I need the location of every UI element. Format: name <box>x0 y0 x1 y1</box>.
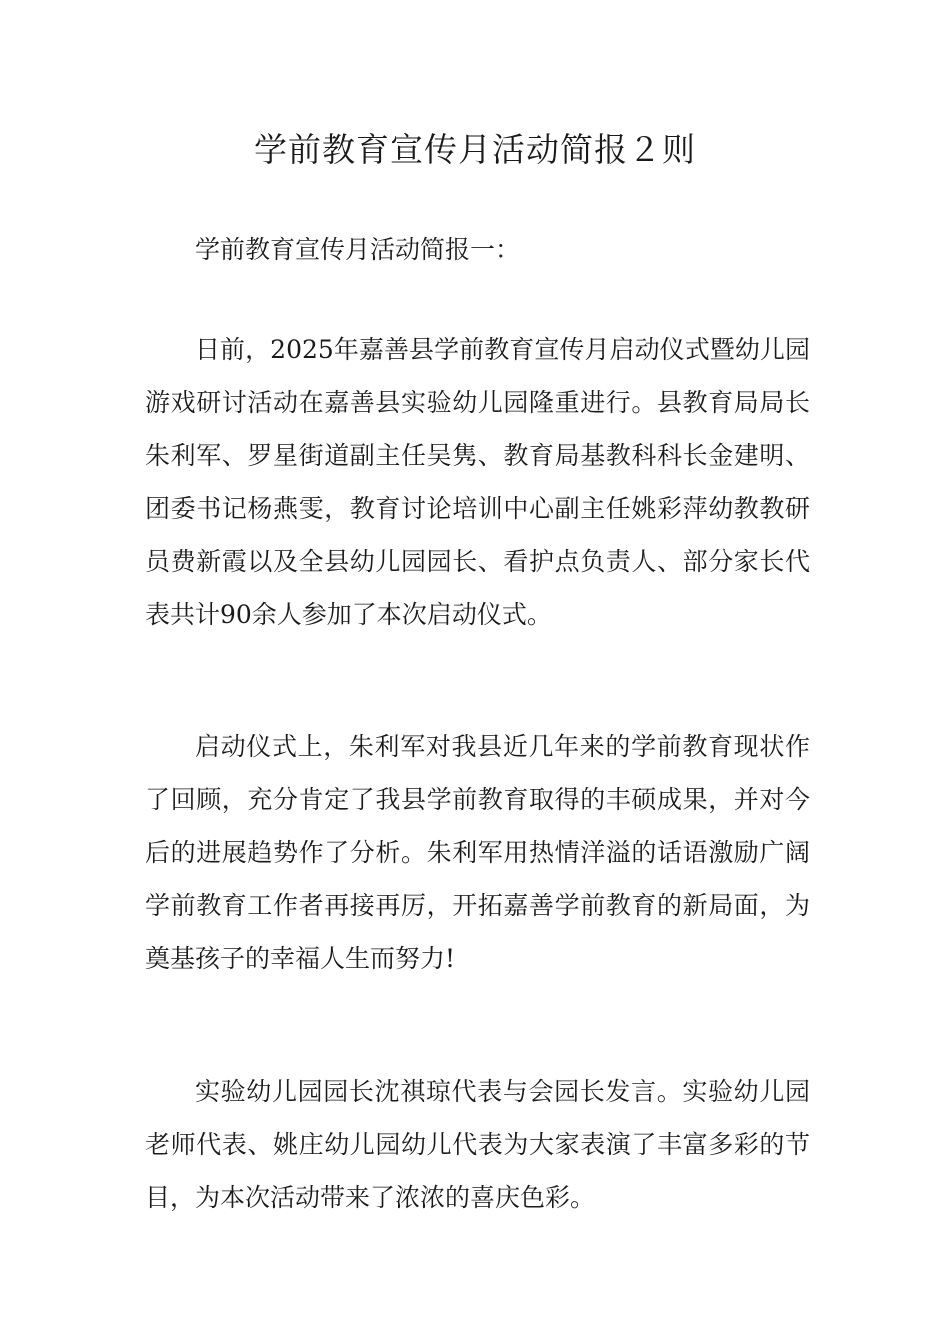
paragraph-2: 启动仪式上，朱利军对我县近几年来的学前教育现状作了回顾，充分肯定了我县学前教育取得的丰硕成果，并对今后的进展趋势作了分析。朱利军用热情洋溢的话语激励广阔学前教育工作者再接再厉，开拓嘉善学前教育的新局面，为奠基孩子的幸福人生而努力! <box>145 732 810 973</box>
paragraph-3: 实验幼儿园园长沈祺琼代表与会园长发言。实验幼儿园老师代表、姚庄幼儿园幼儿代表为大家表演了丰富多彩的节目，为本次活动带来了浓浓的喜庆色彩。 <box>145 1077 810 1212</box>
section-heading: 学前教育宣传月活动简报一： <box>195 235 521 264</box>
paragraph-1: 日前，2025年嘉善县学前教育宣传月启动仪式暨幼儿园游戏研讨活动在嘉善县实验幼儿园隆重进行。县教育局局长朱利军、罗星街道副主任吴隽、教育局基教科科长金建明、团委书记杨燕雯，教育讨论培训中心副主任姚彩萍幼教教研员费新霞以及全县幼儿园园长、看护点负责人、部分家长代表共计90余人参加了本次启动仪式。 <box>145 335 810 629</box>
page-title: 学前教育宣传月活动简报２则 <box>254 130 696 169</box>
